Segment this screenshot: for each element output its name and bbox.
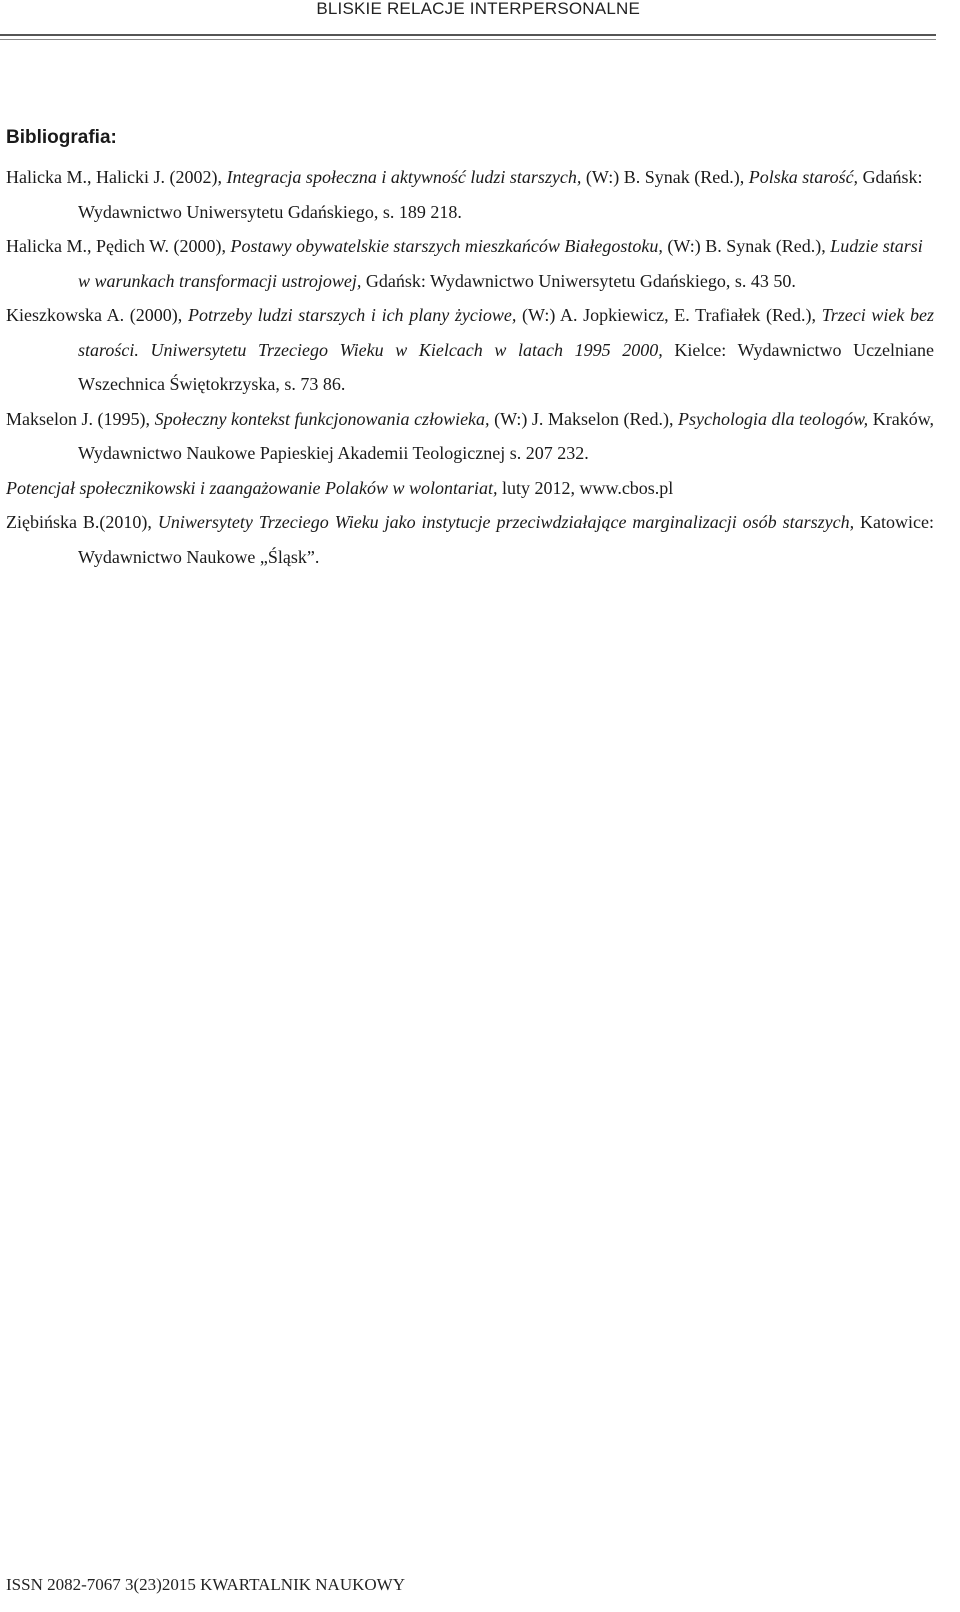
bibliography-heading: Bibliografia: — [6, 127, 117, 148]
header-rule — [0, 34, 936, 36]
entry-book-title: Polska starość, — [748, 167, 859, 187]
entry-title: Społeczny kontekst funkcjonowania człowieka, — [154, 408, 490, 429]
entry-title: Potrzeby ludzi starszych i ich plany życiowe, — [187, 305, 517, 325]
entry-book-title: Ludzie starsi w warunkach transformacji ustrojowej, — [78, 236, 923, 291]
entry-authors: Halicka M., Halicki J. (2002), — [6, 167, 222, 187]
bibliography-entry — [6, 229, 934, 298]
entry-source: (W:) A. Jopkiewicz, E. Trafiałek (Red.), — [522, 305, 817, 325]
running-title: BLISKIE RELACJE INTERPERSONALNE — [316, 0, 640, 18]
entry-publisher: Katowice: Wydawnictwo Naukowe „Śląsk”. — [78, 512, 934, 567]
entry-book-title: Trzeci wiek bez starości. Uniwersytetu Trzeciego Wieku w Kielcach w latach 1995 2000, — [78, 305, 935, 360]
bibliography-entry — [6, 471, 934, 506]
entry-publisher: Kielce: Wydawnictwo Uczelniane Wszechnica Świętokrzyska, s. 73 86. — [78, 339, 935, 394]
entry-title: Integracja społeczna i aktywność ludzi starszych, — [226, 167, 582, 187]
entry-publisher: Gdańsk: Wydawnictwo Uniwersytetu Gdańskiego, s. 43 50. — [365, 270, 796, 291]
entry-book-title: Psychologia dla teologów, — [677, 408, 869, 429]
entry-publisher: Kraków, Wydawnictwo Naukowe Papieskiej Akademii Teologicznej s. 207 232. — [78, 408, 935, 463]
entry-publisher: Gdańsk: Wydawnictwo Uniwersytetu Gdańskiego, s. 189 218. — [78, 167, 923, 222]
entry-title: Potencjał społecznikowski i zaangażowanie Polaków w wolontariat, — [6, 477, 498, 498]
entry-source: luty 2012, www.cbos.pl — [501, 477, 674, 498]
header-rule-thin — [0, 39, 936, 40]
bibliography-section — [6, 126, 934, 574]
bibliography-entry — [6, 402, 934, 471]
page-footer: ISSN 2082-7067 3(23)2015 KWARTALNIK NAUKOWY — [6, 1575, 405, 1594]
entry-authors: Kieszkowska A. (2000), — [6, 305, 183, 325]
entry-authors: Ziębińska B.(2010), — [6, 512, 152, 532]
entry-authors: Halicka M., Pędich W. (2000), — [6, 236, 226, 256]
entry-authors: Makselon J. (1995), — [6, 408, 151, 429]
entry-source: (W:) J. Makselon (Red.), — [494, 408, 674, 429]
entry-source: (W:) B. Synak (Red.), — [667, 236, 826, 256]
bibliography-entry — [6, 505, 934, 574]
bibliography-entry — [6, 298, 934, 402]
entry-source: (W:) B. Synak (Red.), — [585, 167, 745, 187]
bibliography-entry — [6, 160, 934, 229]
entry-title: Postawy obywatelskie starszych mieszkańców Białegostoku, — [230, 236, 663, 256]
entry-title: Uniwersytety Trzeciego Wieku jako instytucje przeciwdziałające marginalizacji osób starszych, — [157, 512, 855, 532]
page-header — [0, 0, 960, 34]
